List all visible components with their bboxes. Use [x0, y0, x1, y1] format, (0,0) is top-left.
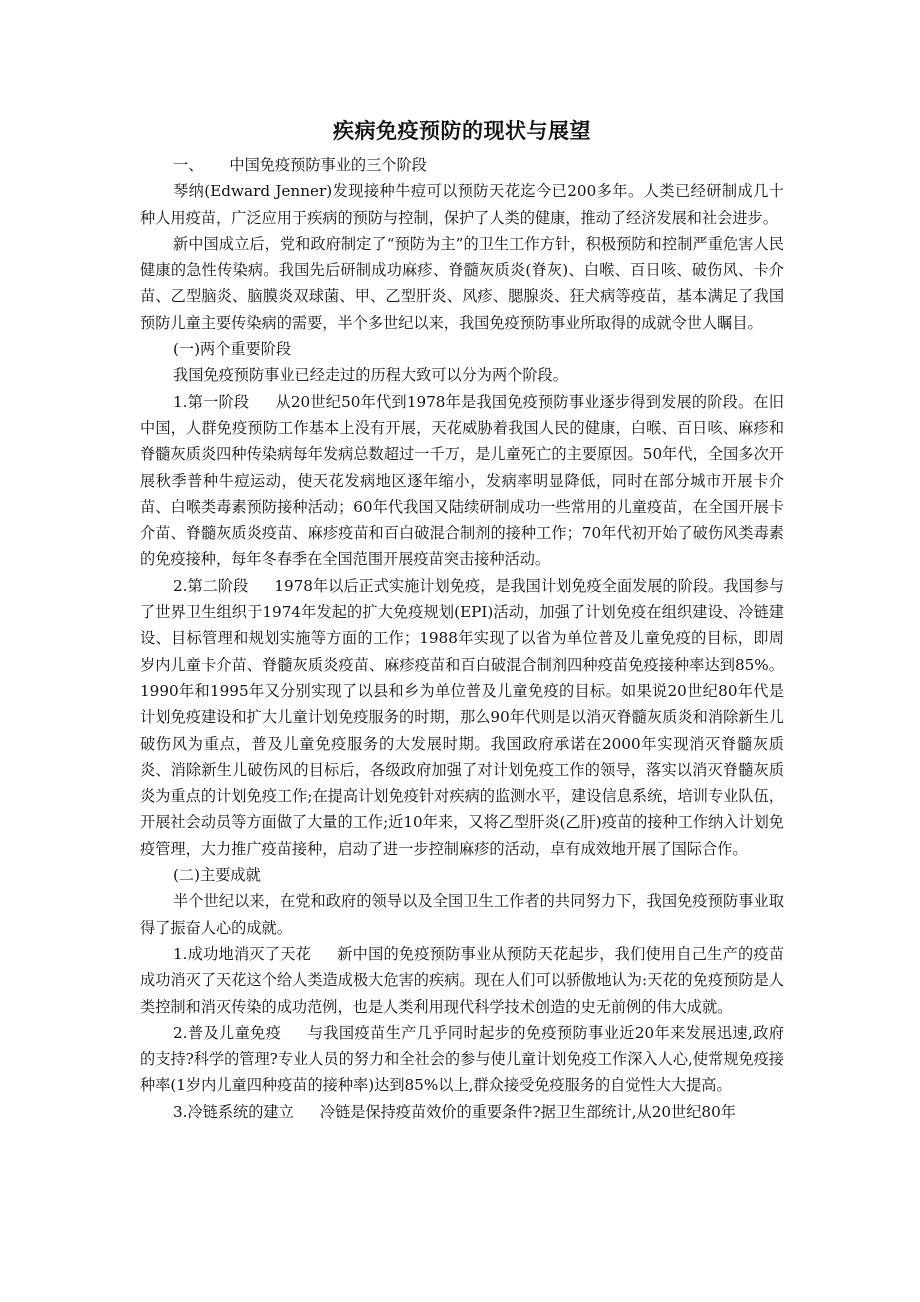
- paragraph-stages-intro: 我国免疫预防事业已经走过的历程大致可以分为两个阶段。: [173, 366, 568, 385]
- achievement-two-label: 2.普及儿童免疫: [173, 1023, 282, 1042]
- paragraph-achievement-smallpox: [140, 941, 784, 1020]
- achievement-one-text: 新中国的免疫预防事业从预防天花起步，我们使用自己生产的疫苗成功消灭了天花这个给人类造成极大危害的疾病。现在人们可以骄傲地认为:天花的免疫预防是人类控制和消灭传染的成功范例，也是人类利用现代科学技术创造的史无前例的伟大成就。: [140, 944, 785, 1016]
- paragraph-stage-two: [140, 573, 784, 862]
- stage-one-label: 1.第一阶段: [173, 392, 250, 411]
- stage-one-text: 从20世纪50年代到1978年是我国免疫预防事业逐步得到发展的阶段。在旧中国，人群免疫预防工作基本上没有开展，天花威胁着我国人民的健康，白喉、百日咳、麻疹和脊髓灰质炎四种传染病每年发病总数超过一千万，是儿童死亡的主要原因。50年代，全国多次开展秋季普种牛痘运动，使天花发病地区逐年缩小，发病率明显降低，同时在部分城市开展卡介苗、白喉类毒素预防接种活动；60年代我国又陆续研制成功一些常用的儿童疫苗，在全国开展卡介苗、脊髓灰质炎疫苗、麻疹疫苗和百白破混合制剂的接种工作；70年代初开始了破伤风类毒素的免疫接种，每年冬春季在全国范围开展疫苗突击接种活动。: [140, 392, 784, 569]
- achievement-three-label: 3.冷链系统的建立: [173, 1102, 294, 1121]
- document-title: 疾病免疫预防的现状与展望: [333, 118, 591, 143]
- paragraph-achievements-intro: 半个世纪以来，在党和政府的领导以及全国卫生工作者的共同努力下，我国免疫预防事业取得了振奋人心的成就。: [140, 892, 784, 937]
- section-heading: [140, 152, 784, 178]
- subsection-heading-stages: (一)两个重要阶段: [173, 340, 292, 359]
- stage-two-text: 1978年以后正式实施计划免疫，是我国计划免疫全面发展的阶段。我国参与了世界卫生组织于1974年发起的扩大免疫规划(EPI)活动，加强了计划免疫在组织建设、冷链建设、目标管理和规划实施等方面的工作；1988年实现了以省为单位普及儿童免疫的目标，即周岁内儿童卡介苗、脊髓灰质炎疫苗、麻疹疫苗和百白破混合制剂四种疫苗免疫接种率达到85%。1990年和1995年又分别实现了以县和乡为单位普及儿童免疫的目标。如果说20世纪80年代是计划免疫建设和扩大儿童计划免疫服务的时期，那么90年代则是以消灭脊髓灰质炎和消除新生儿破伤风为重点，普及儿童免疫服务的大发展时期。我国政府承诺在2000年实现消灭脊髓灰质炎、消除新生儿破伤风的目标后，各级政府加强了对计划免疫工作的领导，落实以消灭脊髓灰质炎为重点的计划免疫工作;在提高计划免疫针对疾病的监测水平，建设信息系统，培训专业队伍，开展社会动员等方面做了大量的工作;近10年来，又将乙型肝炎(乙肝)疫苗的接种工作纳入计划免疫管理，大力推广疫苗接种，启动了进一步控制麻疹的活动，卓有成效地开展了国际合作。: [140, 576, 784, 858]
- achievement-one-label: 1.成功地消灭了天花: [173, 944, 312, 963]
- stage-two-label: 2.第二阶段: [173, 576, 249, 595]
- paragraph-achievement-immunization: [140, 1020, 784, 1099]
- achievement-three-text: 冷链是保持疫苗效价的重要条件?据卫生部统计,从20世纪80年: [319, 1102, 736, 1121]
- paragraph-achievement-cold-chain: [140, 1099, 784, 1125]
- achievement-two-text: 与我国疫苗生产几乎同时起步的免疫预防事业近20年来发展迅速,政府的支持?科学的管理?专业人员的努力和全社会的参与使儿童计划免疫工作深入人心,使常规免疫接种率(1岁内儿童四种疫苗的接种率)达到85%以上,群众接受免疫服务的自觉性大大提高。: [140, 1023, 784, 1095]
- section-number: 一、: [173, 156, 204, 174]
- paragraph-new-china: 新中国成立后，党和政府制定了“预防为主”的卫生工作方针，积极预防和控制严重危害人民健康的急性传染病。我国先后研制成功麻疹、脊髓灰质炎(脊灰)、白喉、百日咳、破伤风、卡介苗、乙型脑炎、脑膜炎双球菌、甲、乙型肝炎、风疹、腮腺炎、狂犬病等疫苗，基本满足了我国预防儿童主要传染病的需要，半个多世纪以来，我国免疫预防事业所取得的成就令世人瞩目。: [140, 234, 784, 332]
- paragraph-intro: 琴纳(Edward Jenner)发现接种牛痘可以预防天花迄今已200多年。人类已经研制成几十种人用疫苗，广泛应用于疾病的预防与控制，保护了人类的健康，推动了经济发展和社会进步。: [140, 182, 784, 227]
- subsection-heading-achievements: (二)主要成就: [173, 866, 261, 885]
- section-heading-text: 中国免疫预防事业的三个阶段: [229, 156, 427, 174]
- paragraph-stage-one: [140, 389, 784, 573]
